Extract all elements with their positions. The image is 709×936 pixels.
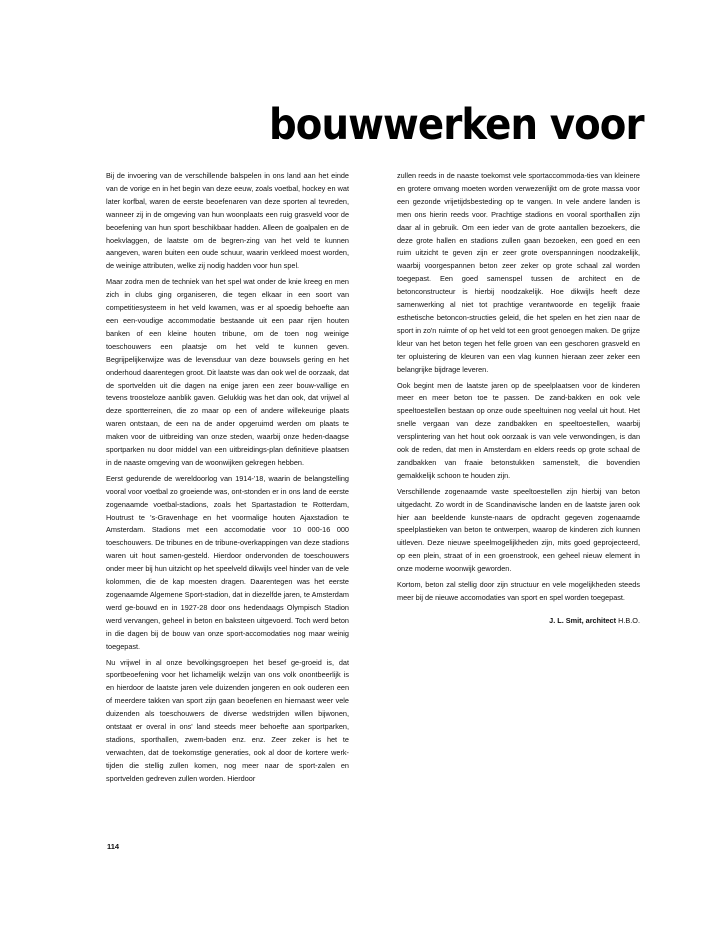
paragraph: Kortom, beton zal stellig door zijn structuur en vele mogelijkheden steeds meer bij de nieuwe accomodaties van sport en spel worden toegepast. bbox=[397, 580, 640, 602]
paragraph: Maar zodra men de techniek van het spel wat onder de knie kreeg en men zich in clubs ging organiseren, die tegen elkaar in een soort van competitiesysteem in het veld kwamen, was er al spoedig behoefte aan een een-voudige accommodatie bestaande uit een paar rijen houten banken of een kleine houten tribune, om de toen nog weinige toeschouwers een plaatsje om het veld te kunnen geven. Begrijpelijkerwijze was de levensduur van deze bouwsels gering en het onderhoud daarentegen groot. Dit laatste was dan ook wel de oorzaak, dat de sportvelden uit die dagen na enige jaren een zeer bouw-vallige en tevens troosteloze aanblik gaven. Gelukkig was het dan ook, dat vrijwel al deze sportterreinen, die zo maar op een of andere willekeurige plaats waren ontstaan, de een na de ander opgeruimd werden om plaats te maken voor de uitbreiding van onze steden, waarbij onze heden-daagse sportparken nu door middel van een uitbreidings-plan definitieve plaatsen in de naaste omgeving van de woonwijken gekregen hebben. bbox=[106, 277, 349, 467]
paragraph: zullen reeds in de naaste toekomst vele sportaccommoda-ties van kleinere en grotere omvang moeten worden verwezenlijkt om de grote massa voor een gezonde vrijetijdsbesteding op te vangen. In vele andere landen is men ons hierin reeds voor. Prachtige stadions en vooral sporthallen zijn daar al in gebruik. Om een ieder van de grote aantallen bezoekers, die deze grote hallen en stadions zullen gaan bezoeken, een goed en een ruim uitzicht te geven zijn er zeer grote overspanningen noodzakelijk, waarbij voorgespannen beton zeer zeker op grote schaal zal worden toegepast. Een goed samenspel tussen de architect en de betonconstructeur is hierbij noodzakelijk. Hoe dikwijls heeft deze samenwerking al niet tot prachtige verantwoorde en tegelijk fraaie esthetische betoncon-structies geleid, die het spelen en het zien naar de sport in zo'n ruimte of op het veld tot een groot genoegen maken. De grijze kleur van het beton tegen het felle groen van een geschoren grasveld en ter opluistering de kleuren van een vlag kunnen hieraan zeer zeker een belangrijke bijdrage leveren. bbox=[397, 171, 640, 374]
article-title: bouwwerken voor bbox=[269, 100, 644, 150]
page-number: 114 bbox=[107, 842, 120, 851]
left-column bbox=[106, 170, 349, 789]
right-column bbox=[397, 170, 640, 628]
paragraph: Ook begint men de laatste jaren op de speelplaatsen voor de kinderen meer en meer beton toe te passen. De zand-bakken en ook vele speeltoestellen bestaan op onze oude speeltuinen nog veelal uit hout. Het snelle vergaan van deze zandbakken en speeltoestellen, waarbij versplintering van het hout ook oorzaak is van vele verwondingen, is dan ook de reden, dat men in Amsterdam en elders reeds op grote schaal de zandbakken van fraaie betonstukken samenstelt, die bovendien gemakkelijk schoon te houden zijn. bbox=[397, 380, 640, 480]
author-suffix: H.B.O. bbox=[618, 615, 640, 625]
paragraph: Bij de invoering van de verschillende balspelen in ons land aan het einde van de vorige en in het begin van deze eeuw, zoals voetbal, hockey en wat later korfbal, waren de eerste beoefenaren van deze sporten al tevreden, wanneer zij in de omgeving van hun woonplaats een ruig grasveld voor de beoefening van hun sport beschikbaar hadden. Alleen de goalpalen en de hoekvlaggen, de laatste om de begren-zing van het veld te kunnen aangeven, waren buiten een oude schuur, waarin verkleed moest worden, de weinige attributen, welke zij nodig hadden voor hun spel. bbox=[106, 171, 349, 271]
author-signature bbox=[397, 615, 640, 628]
paragraph: Nu vrijwel in al onze bevolkingsgroepen het besef ge-groeid is, dat sportbeoefening voor het lichamelijk welzijn van ons volk onontbeerlijk is en hierdoor de laatste jaren vele duizenden jongeren en ook ouderen een of meerdere takken van sport zijn gaan beoefenen en hiernaast weer vele duizenden als toeschouwers de diverse wedstrijden willen bijwonen, ontstaat er overal in ons' land steeds meer behoefte aan sportparken, stadions, sporthallen, zwem-baden enz. enz. Zeer zeker is het te verwachten, dat de toekomstige generaties, ook al door de kortere werk-tijden die stellig zullen komen, nog meer naar de sport-zalen en sportvelden gedreven zullen worden. Hierdoor bbox=[106, 657, 349, 783]
author-name: J. L. Smit, architect bbox=[549, 615, 617, 625]
paragraph: Eerst gedurende de wereldoorlog van 1914-'18, waarin de belangstelling vooral voor voetbal zo groeiende was, ont-stonden er in ons land de eerste zogenaamde voetbal-stadions, zoals het Spartastadion te Rotterdam, Houtrust te 's-Gravenhage en het voormalige houten Ajaxstadion te Amsterdam. Stadions met een accomodatie voor 10 000-16 000 toeschouwers. De tribunes en de tribune-overkappingen van deze stadions waren uit hout samen-gesteld. Hierdoor ondervonden de toeschouwers onder meer bij hun uitzicht op het speelveld dikwijls veel hinder van de vele kolommen, die de kap moesten dragen. Daarentegen was het eerste zogenaamde Algemene Sport-stadion, dat in diezelfde jaren, te Amsterdam werd ge-bouwd en in 1927-28 door ons hedendaags Olympisch Stadion werd vervangen, geheel in beton en baksteen uitgevoerd. Toch werd beton in die dagen bij de bouw van onze sport-accomodaties nog maar weinig toegepast. bbox=[106, 473, 349, 651]
paragraph: Verschillende zogenaamde vaste speeltoestellen zijn hierbij van beton uitgedacht. Zo wordt in de Scandinavische landen en de laatste jaren ook hier aan beeldende kunste-naars de opdracht gegeven zogenaamde speelplastieken van beton te ontwerpen, waarop de kinderen zich kunnen uitleven. Deze nieuwe speelmogelijkheden zijn, mits goed geprojecteerd, op een plein, straat of in een groenstrook, een geheel nieuw element in onze moderne woonwijk geworden. bbox=[397, 486, 640, 574]
